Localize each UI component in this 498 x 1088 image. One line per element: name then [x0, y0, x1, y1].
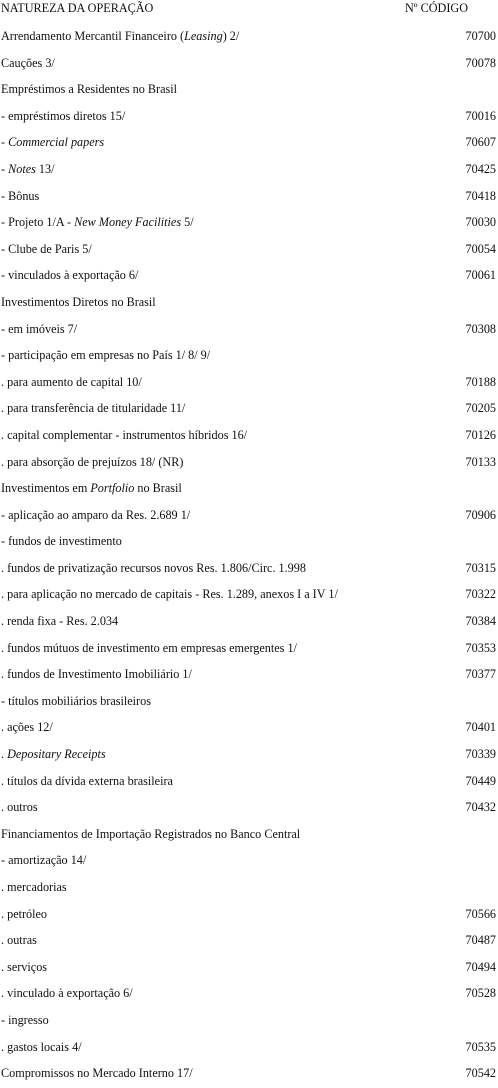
- operation-label: [1, 852, 86, 868]
- table-row: [0, 237, 498, 264]
- label-text: - em imóveis 7/: [1, 321, 78, 336]
- table-row: [0, 210, 498, 237]
- label-text: . serviços: [1, 959, 48, 974]
- label-text: . outras: [1, 933, 37, 948]
- label-text: . outros: [1, 800, 38, 815]
- operation-label: [1, 533, 122, 549]
- label-text: no Brasil: [134, 481, 182, 496]
- label-text: 13/: [35, 161, 55, 176]
- label-text: . para absorção de prejuízos 18/ (NR): [1, 454, 184, 469]
- operation-code: 70016: [465, 108, 496, 123]
- italic-term: Notes: [8, 161, 36, 176]
- table-row: [0, 689, 498, 716]
- operation-label: [1, 560, 306, 576]
- label-text: . petróleo: [1, 906, 48, 921]
- operation-code: 70425: [465, 161, 496, 176]
- operation-label: [1, 321, 77, 337]
- operation-label: [1, 294, 156, 310]
- table-row: [0, 370, 498, 397]
- table-row: [0, 742, 498, 769]
- operation-code: 70432: [465, 800, 496, 815]
- label-text: . títulos da dívida externa brasileira: [1, 773, 173, 788]
- italic-term: Portfolio: [90, 481, 135, 496]
- operation-code: 70449: [465, 773, 496, 788]
- italic-term: Commercial papers: [8, 135, 105, 150]
- label-text: Financiamentos de Importação Registrados no Banco Central: [1, 826, 301, 841]
- label-text: . para aplicação no mercado de capitais - Res. 1.289, anexos I a IV 1/: [1, 587, 338, 602]
- operation-code: 70700: [465, 29, 496, 43]
- column-header-nature: NATUREZA DA OPERAÇÃO: [1, 1, 154, 15]
- label-text: - títulos mobiliários brasileiros: [1, 693, 151, 708]
- operation-label: [1, 81, 177, 97]
- table-row: [0, 396, 498, 423]
- operation-code: 70377: [465, 667, 496, 682]
- table-row: [0, 715, 498, 742]
- operation-label: [1, 959, 47, 975]
- label-text: - vinculados à exportação 6/: [1, 268, 139, 283]
- table-row: [0, 1035, 498, 1062]
- label-text: Cauções 3/: [1, 55, 55, 70]
- operation-label: [1, 241, 92, 257]
- operation-label: [1, 719, 53, 735]
- operation-label: [1, 693, 151, 709]
- label-text: - participação em empresas no País 1/ 8/ 9/: [1, 348, 211, 363]
- label-text: ) 2/: [222, 29, 240, 43]
- operation-code: 70401: [465, 720, 496, 735]
- operation-label: [1, 108, 125, 124]
- table-row: [0, 1061, 498, 1088]
- italic-term: Depositary Receipts: [7, 747, 106, 762]
- operation-label: [1, 400, 185, 416]
- table-row: [0, 582, 498, 609]
- table-row: [0, 104, 498, 131]
- operation-code: 70384: [465, 614, 496, 629]
- table-row: [0, 662, 498, 689]
- operation-label: [1, 507, 190, 523]
- table-row: [0, 928, 498, 955]
- operation-label: [1, 161, 55, 177]
- operation-code: 70188: [465, 374, 496, 389]
- operation-label: [1, 906, 47, 922]
- label-text: . para transferência de titularidade 11/: [1, 401, 186, 416]
- operation-code: 70054: [465, 241, 496, 256]
- operation-label: [1, 666, 192, 682]
- table-row: [0, 450, 498, 477]
- operation-code: 70494: [465, 959, 496, 974]
- label-text: Investimentos em: [1, 481, 91, 496]
- operation-label: [1, 28, 239, 44]
- label-text: . gastos locais 4/: [1, 1039, 82, 1054]
- operation-code: 70205: [465, 401, 496, 416]
- table-row: [0, 130, 498, 157]
- label-text: - fundos de investimento: [1, 534, 122, 549]
- table-row: [0, 503, 498, 530]
- label-text: .: [1, 747, 8, 762]
- table-row: [0, 317, 498, 344]
- table-row: [0, 1008, 498, 1035]
- operation-label: [1, 454, 183, 470]
- italic-term: New Money Facilities: [74, 215, 182, 230]
- table-header: [0, 0, 498, 24]
- column-header-code: Nº CÓDIGO: [405, 1, 469, 15]
- operation-code: 70322: [465, 587, 496, 602]
- table-body: [0, 24, 498, 1088]
- table-row: [0, 902, 498, 929]
- table-row: [0, 24, 498, 51]
- table-row: [0, 529, 498, 556]
- operation-code: 70308: [465, 321, 496, 336]
- operation-label: [1, 879, 67, 895]
- operation-label: [1, 214, 194, 230]
- table-row: [0, 609, 498, 636]
- operation-label: [1, 374, 142, 390]
- label-text: . fundos de privatização recursos novos Res. 1.806/Circ. 1.998: [1, 560, 306, 575]
- table-row: [0, 51, 498, 78]
- label-text: - Bônus: [1, 188, 40, 203]
- label-text: - empréstimos diretos 15/: [1, 108, 126, 123]
- table-row: [0, 795, 498, 822]
- operation-label: [1, 586, 338, 602]
- operation-code: 70487: [465, 933, 496, 948]
- operation-code: 70607: [465, 135, 496, 150]
- label-text: Empréstimos a Residentes no Brasil: [1, 82, 178, 97]
- operation-label: [1, 188, 39, 204]
- label-text: - Clube de Paris 5/: [1, 241, 92, 256]
- table-row: [0, 955, 498, 982]
- table-row: [0, 875, 498, 902]
- label-text: - aplicação ao amparo da Res. 2.689 1/: [1, 507, 191, 522]
- operation-code: 70418: [465, 188, 496, 203]
- operation-label: [1, 799, 38, 815]
- table-row: [0, 848, 498, 875]
- operation-label: [1, 347, 210, 363]
- operation-label: [1, 1039, 82, 1055]
- operation-code: 70126: [465, 427, 496, 442]
- operation-label: [1, 746, 106, 762]
- label-text: . fundos de Investimento Imobiliário 1/: [1, 667, 192, 682]
- table-row: [0, 343, 498, 370]
- label-text: 5/: [181, 215, 194, 230]
- operation-code: 70906: [465, 507, 496, 522]
- operation-label: [1, 1012, 49, 1028]
- operation-label: [1, 932, 37, 948]
- label-text: . ações 12/: [1, 720, 53, 735]
- label-text: . renda fixa - Res. 2.034: [1, 614, 119, 629]
- table-row: [0, 636, 498, 663]
- operation-label: [1, 427, 247, 443]
- table-row: [0, 476, 498, 503]
- table-row: [0, 263, 498, 290]
- operation-code: 70339: [465, 747, 496, 762]
- label-text: . para aumento de capital 10/: [1, 374, 142, 389]
- operation-code: 70535: [465, 1039, 496, 1054]
- label-text: . fundos mútuos de investimento em empresas emergentes 1/: [1, 640, 297, 655]
- label-text: -: [1, 135, 9, 150]
- table-row: [0, 822, 498, 849]
- operation-label: [1, 985, 133, 1001]
- operation-code: 70030: [465, 215, 496, 230]
- operation-label: [1, 640, 297, 656]
- italic-term: Leasing: [184, 29, 223, 43]
- label-text: - amortização 14/: [1, 853, 87, 868]
- table-row: [0, 290, 498, 317]
- operation-code: 70542: [465, 1066, 496, 1081]
- label-text: -: [1, 161, 9, 176]
- operation-label: [1, 826, 300, 842]
- table-row: [0, 769, 498, 796]
- operation-label: [1, 613, 118, 629]
- operation-code: 70133: [465, 454, 496, 469]
- table-row: [0, 77, 498, 104]
- label-text: . vinculado à exportação 6/: [1, 986, 133, 1001]
- table-row: [0, 184, 498, 211]
- operation-label: [1, 773, 173, 789]
- table-row: [0, 981, 498, 1008]
- label-text: Investimentos Diretos no Brasil: [1, 294, 156, 309]
- operation-code: 70315: [465, 560, 496, 575]
- label-text: . capital complementar - instrumentos híbridos 16/: [1, 427, 248, 442]
- operation-label: [1, 134, 104, 150]
- label-text: . mercadorias: [1, 880, 67, 894]
- table-row: [0, 157, 498, 184]
- operation-label: [1, 480, 182, 496]
- label-text: - Projeto 1/A -: [1, 215, 75, 230]
- operation-label: [1, 267, 138, 283]
- label-text: Arrendamento Mercantil Financeiro (: [1, 29, 185, 43]
- operation-code: 70528: [465, 986, 496, 1001]
- operation-code: 70078: [465, 55, 496, 70]
- operation-code: 70566: [465, 906, 496, 921]
- label-text: - ingresso: [1, 1012, 49, 1027]
- operation-code: 70061: [465, 268, 496, 283]
- label-text: Compromissos no Mercado Interno 17/: [1, 1066, 193, 1081]
- operation-code: 70353: [465, 640, 496, 655]
- operation-label: [1, 55, 55, 71]
- table-row: [0, 556, 498, 583]
- table-row: [0, 423, 498, 450]
